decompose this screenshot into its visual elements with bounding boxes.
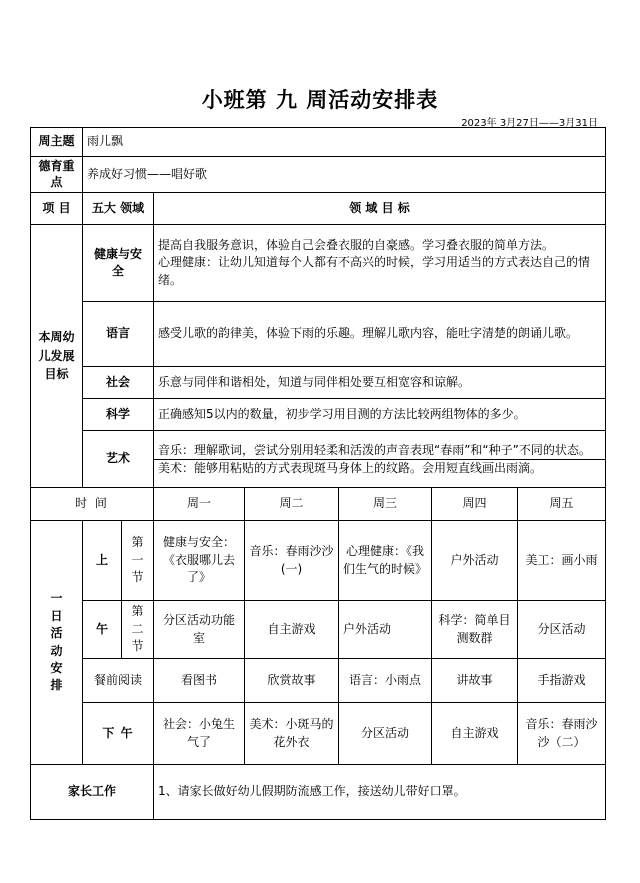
goals-header-row [31, 193, 606, 225]
time-header: 时 间 [31, 488, 154, 521]
afternoon-cell: 自主游戏 [432, 703, 518, 765]
period2-row [31, 601, 606, 659]
goal-line: 美术：能够用粘贴的方式表现斑马身体上的纹路。会用短直线画出雨滴。 [154, 459, 605, 477]
theme-value: 雨儿飘 [83, 128, 606, 157]
goals-header: 领 域 目 标 [154, 193, 606, 225]
period1-cell: 健康与安全：《衣服哪儿去了》 [154, 521, 245, 601]
period2-cell: 自主游戏 [245, 601, 339, 659]
days-header-row [31, 488, 606, 521]
moral-row [31, 157, 606, 193]
goals-section-label: 本周幼儿发展目标 [31, 225, 83, 488]
premeal-cell: 语言：小雨点 [339, 659, 432, 703]
goal-domain-health: 健康与安全 [83, 225, 154, 302]
afternoon-label: 下 午 [83, 703, 154, 765]
goal-line: 心理健康：让幼儿知道每个人都有不高兴的时候，学习用适当的方式表达自己的情绪。 [158, 255, 591, 287]
goal-text-social: 乐意与同伴和谐相处，知道与同伴相处要互相宽容和谅解。 [154, 367, 606, 399]
period2-cell: 分区活动 [518, 601, 606, 659]
goal-text-health [154, 225, 606, 302]
goal-row-social [31, 367, 606, 399]
daily-schedule-label: 一日活动安排 [31, 521, 83, 765]
theme-row [31, 128, 606, 157]
day-header: 周四 [432, 488, 518, 521]
day-header: 周一 [154, 488, 245, 521]
period1-label: 第一节 [122, 521, 154, 601]
premeal-cell: 欣赏故事 [245, 659, 339, 703]
goal-text-science: 正确感知5以内的数量，初步学习用目测的方法比较两组物体的多少。 [154, 399, 606, 431]
period1-cell: 户外活动 [432, 521, 518, 601]
period2-cell: 户外活动 [339, 601, 432, 659]
domains-header: 五大 领域 [83, 193, 154, 225]
day-header: 周三 [339, 488, 432, 521]
period1-row [31, 521, 606, 601]
period2-cell: 分区活动功能室 [154, 601, 245, 659]
page-title: 小班第 九 周活动安排表 [201, 88, 439, 112]
afternoon-cell: 美术：小斑马的花外衣 [245, 703, 339, 765]
afternoon-row [31, 703, 606, 765]
date-range: 2023年 3月27日——3月31日 [461, 118, 598, 129]
premeal-cell: 手指游戏 [518, 659, 606, 703]
parent-work-label: 家长工作 [31, 765, 154, 820]
goal-text-art [154, 431, 606, 488]
moral-label: 德育重点 [31, 157, 83, 193]
day-header: 周二 [245, 488, 339, 521]
goal-text-language: 感受儿歌的韵律美，体验下雨的乐趣。理解儿歌内容，能吐字清楚的朗诵儿歌。 [154, 302, 606, 367]
morning-char-top: 上 [83, 521, 122, 601]
item-header: 项 目 [31, 193, 83, 225]
goal-domain-art: 艺术 [83, 431, 154, 488]
goal-domain-social: 社会 [83, 367, 154, 399]
schedule-table [30, 127, 606, 820]
goal-line: 音乐：理解歌词，尝试分别用轻柔和活泼的声音表现“春雨”和“种子”不同的状态。 [158, 442, 591, 457]
moral-value: 养成好习惯——唱好歌 [83, 157, 606, 193]
afternoon-cell: 社会：小兔生气了 [154, 703, 245, 765]
period1-cell: 音乐：春雨沙沙(一) [245, 521, 339, 601]
morning-char-bottom: 午 [83, 601, 122, 659]
goal-row-art [31, 431, 606, 488]
period2-label: 第二节 [122, 601, 154, 659]
parent-work-text: 1、请家长做好幼儿假期防流感工作，接送幼儿带好口罩。 [154, 765, 606, 820]
goal-line: 提高自我服务意识，体验自己会叠衣服的自豪感。学习叠衣服的简单方法。 [158, 237, 555, 252]
afternoon-cell: 分区活动 [339, 703, 432, 765]
premeal-cell: 看图书 [154, 659, 245, 703]
goal-row-language [31, 302, 606, 367]
goal-domain-science: 科学 [83, 399, 154, 431]
goal-row-health [31, 225, 606, 302]
day-header: 周五 [518, 488, 606, 521]
goal-row-science [31, 399, 606, 431]
parent-work-row [31, 765, 606, 820]
period2-cell: 科学：简单目测数群 [432, 601, 518, 659]
period1-cell: 心理健康：《我们生气的时候》 [339, 521, 432, 601]
premeal-cell: 讲故事 [432, 659, 518, 703]
theme-label: 周主题 [31, 128, 83, 157]
afternoon-cell: 音乐：春雨沙沙（二） [518, 703, 606, 765]
period1-cell: 美工：画小雨 [518, 521, 606, 601]
premeal-row [31, 659, 606, 703]
goal-domain-language: 语言 [83, 302, 154, 367]
premeal-label: 餐前阅读 [83, 659, 154, 703]
